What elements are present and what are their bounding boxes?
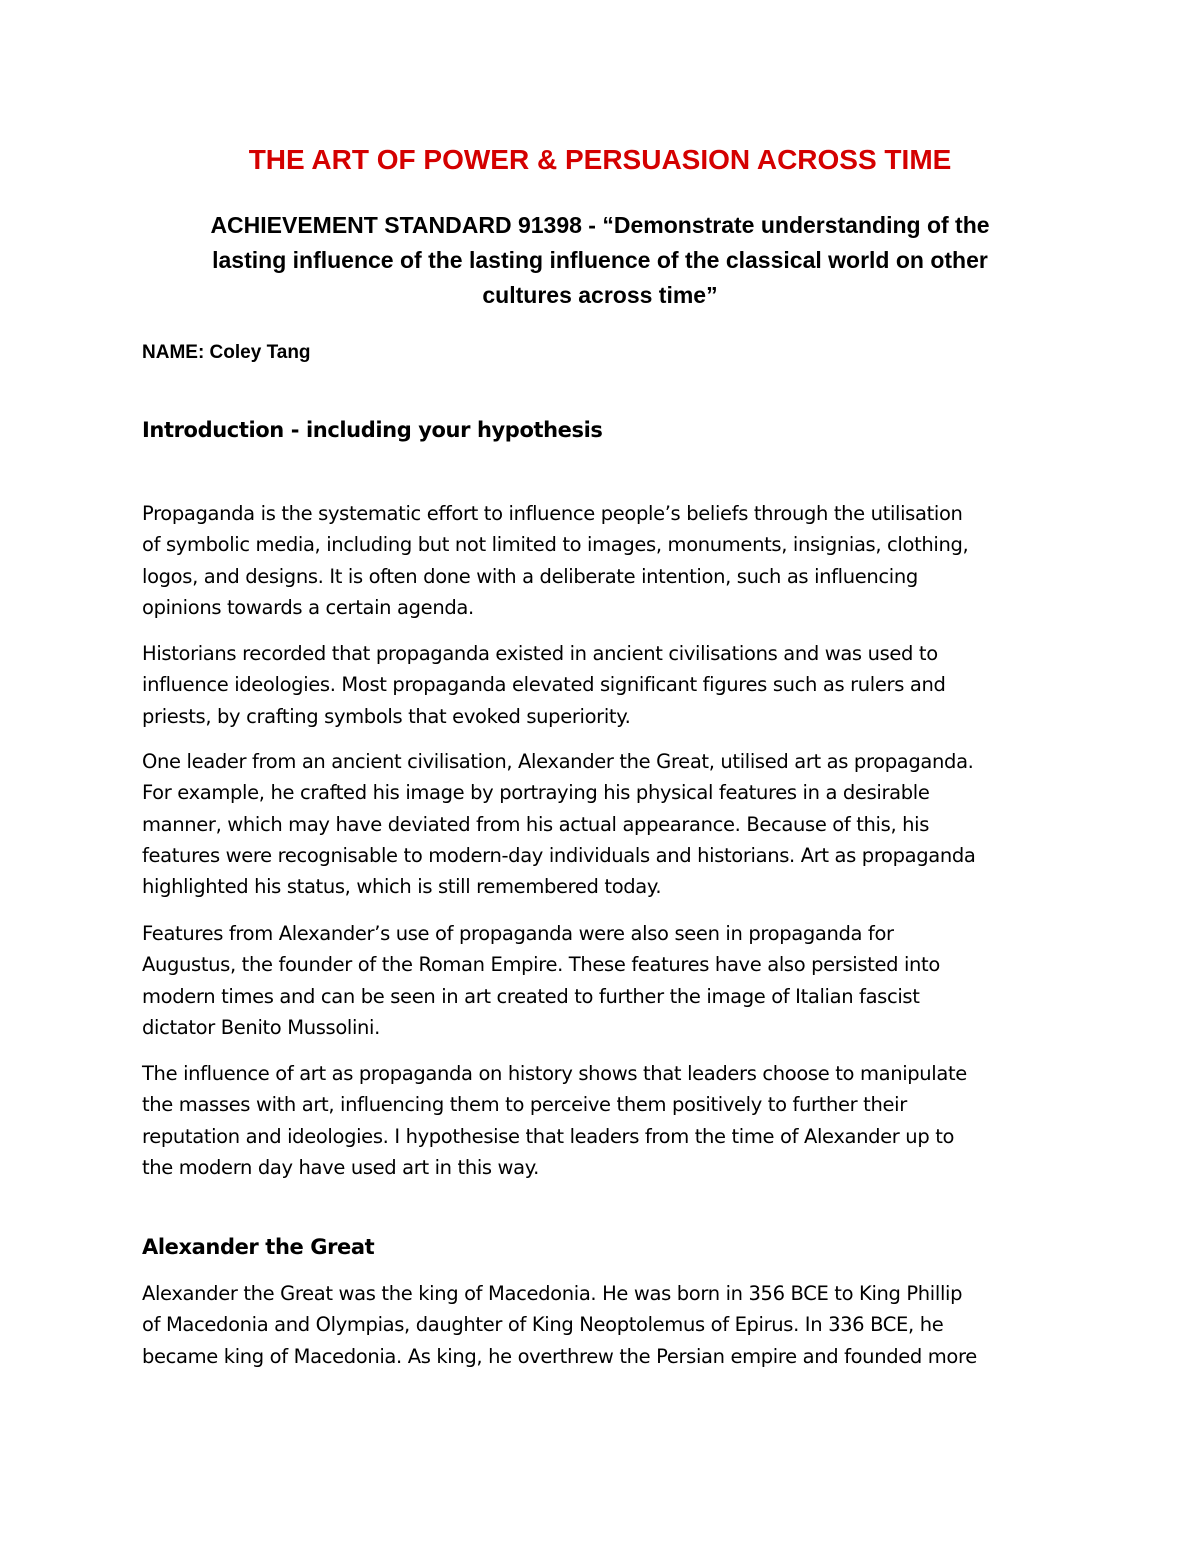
paragraph-line: opinions towards a certain agenda.: [142, 595, 474, 619]
paragraph-line: priests, by crafting symbols that evoked superiority.: [142, 704, 631, 728]
paragraph-line: the masses with art, influencing them to perceive them positively to further their: [142, 1093, 907, 1117]
paragraph: [142, 498, 1072, 623]
paragraph-line: modern times and can be seen in art created to further the image of Italian fascist: [142, 984, 920, 1008]
paragraph: [142, 1278, 1072, 1372]
paragraph-line: The influence of art as propaganda on history shows that leaders choose to manipulate: [142, 1062, 967, 1085]
achievement-standard: [150, 208, 1050, 313]
paragraph: [142, 638, 1072, 732]
paragraph-line: Historians recorded that propaganda existed in ancient civilisations and was used to: [142, 642, 938, 665]
standard-line: ACHIEVEMENT STANDARD 91398 - “Demonstrate understanding of the: [210, 212, 990, 238]
section-heading-alexander: Alexander the Great: [142, 1235, 375, 1259]
student-name: NAME: Coley Tang: [142, 342, 311, 363]
document-title: THE ART OF POWER & PERSUASION ACROSS TIME: [248, 144, 952, 175]
paragraph-line: of Macedonia and Olympias, daughter of King Neoptolemus of Epirus. In 336 BCE, he: [142, 1313, 944, 1337]
paragraph-line: influence ideologies. Most propaganda elevated significant figures such as rulers and: [142, 673, 946, 697]
paragraph-line: features were recognisable to modern-day individuals and historians. Art as propaganda: [142, 843, 976, 867]
paragraph-line: Features from Alexander’s use of propaganda were also seen in propaganda for: [142, 922, 894, 945]
paragraph-line: One leader from an ancient civilisation, Alexander the Great, utilised art as propaganda.: [142, 750, 974, 773]
paragraph: [142, 746, 1072, 902]
paragraph-line: Propaganda is the systematic effort to influence people’s beliefs through the utilisation: [142, 502, 963, 525]
standard-line: lasting influence of the lasting influence of the classical world on other: [212, 247, 988, 273]
paragraph-line: became king of Macedonia. As king, he overthrew the Persian empire and founded more: [142, 1344, 977, 1368]
paragraph-line: highlighted his status, which is still remembered today.: [142, 875, 662, 899]
paragraph: [142, 1058, 1072, 1183]
paragraph-line: Alexander the Great was the king of Macedonia. He was born in 356 BCE to King Phillip: [142, 1282, 963, 1305]
standard-line: cultures across time”: [482, 282, 718, 308]
paragraph: [142, 918, 1072, 1043]
paragraph-line: of symbolic media, including but not limited to images, monuments, insignias, clothing,: [142, 533, 969, 557]
paragraph-line: the modern day have used art in this way.: [142, 1155, 540, 1179]
paragraph-line: For example, he crafted his image by portraying his physical features in a desirable: [142, 781, 930, 805]
paragraph-line: logos, and designs. It is often done with a deliberate intention, such as influencing: [142, 564, 918, 588]
paragraph-line: Augustus, the founder of the Roman Empire. These features have also persisted into: [142, 953, 940, 977]
paragraph-line: reputation and ideologies. I hypothesise that leaders from the time of Alexander up to: [142, 1124, 955, 1148]
paragraph-line: manner, which may have deviated from his actual appearance. Because of this, his: [142, 812, 930, 836]
paragraph-line: dictator Benito Mussolini.: [142, 1015, 380, 1039]
section-heading-introduction: Introduction - including your hypothesis: [142, 418, 603, 442]
